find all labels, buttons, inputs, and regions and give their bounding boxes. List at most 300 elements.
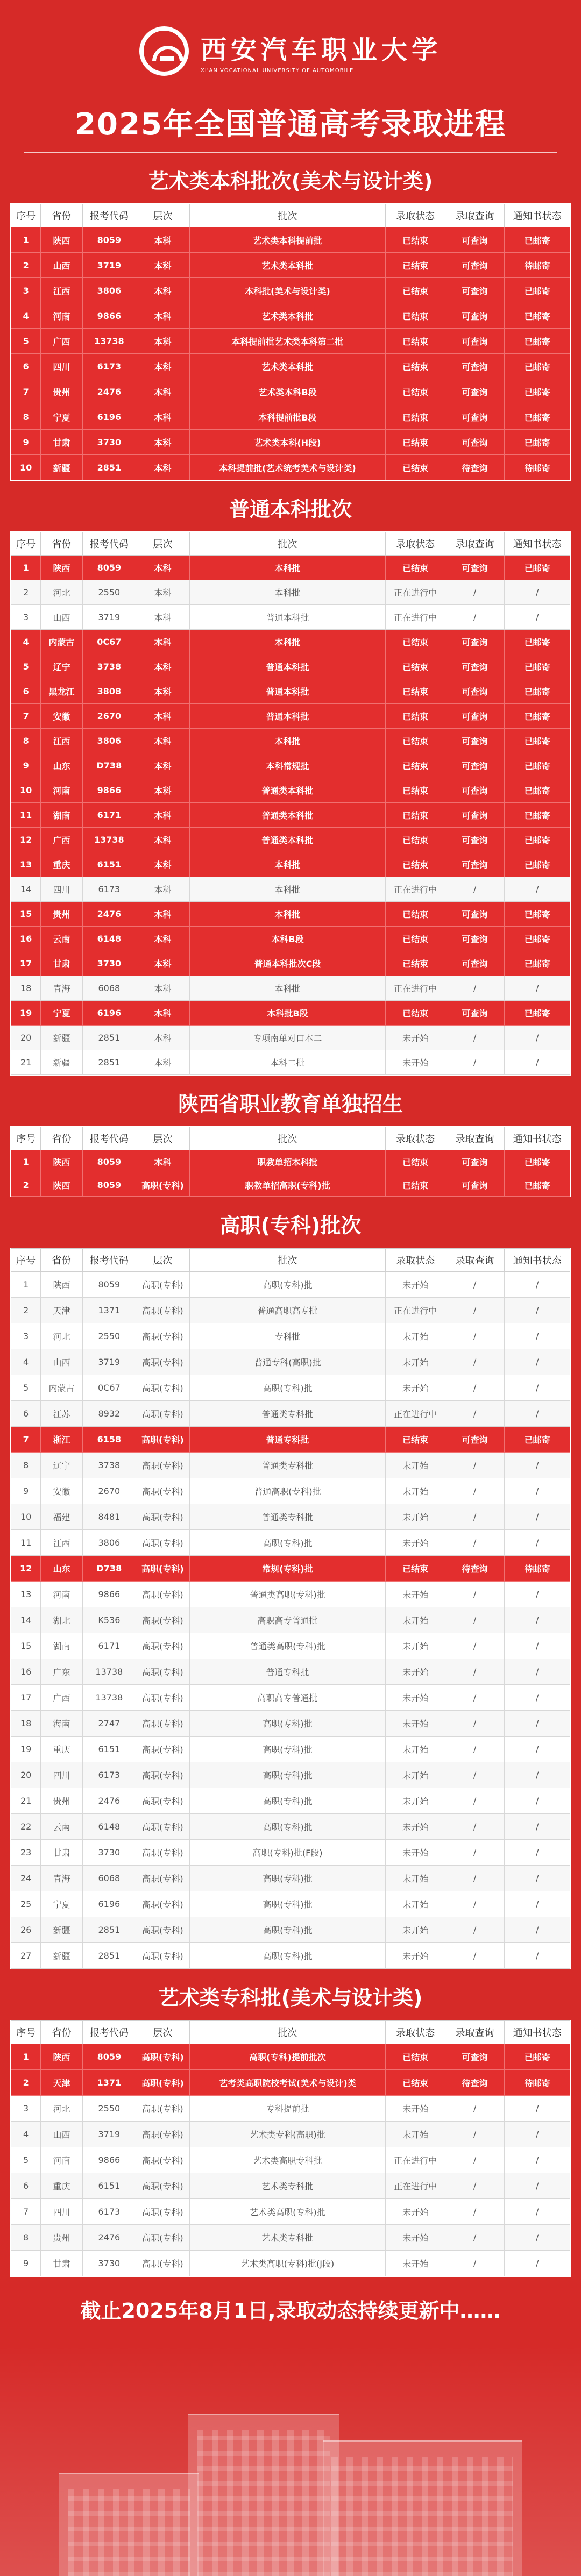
- province-cell: 陕西: [41, 227, 82, 253]
- query-status-cell[interactable]: 可查询: [445, 2044, 505, 2070]
- province-cell: 河南: [41, 303, 82, 329]
- row-number: 4: [11, 1349, 41, 1375]
- column-header: 录取查询: [445, 2021, 505, 2044]
- admission-status-cell: 正在进行中: [386, 976, 445, 1001]
- table-row: [11, 1788, 570, 1814]
- exam-code-cell: 6173: [82, 2199, 136, 2225]
- province-cell: 四川: [41, 2199, 82, 2225]
- level-cell: 本科: [136, 828, 189, 852]
- table-row: [11, 1685, 570, 1711]
- batch-cell: 职教单招本科批: [189, 1150, 386, 1173]
- province-cell: 陕西: [41, 1150, 82, 1173]
- province-cell: 海南: [41, 1711, 82, 1737]
- query-status-cell[interactable]: 可查询: [445, 803, 505, 828]
- province-cell: 甘肃: [41, 2251, 82, 2276]
- admission-status-cell: 未开始: [386, 2225, 445, 2251]
- query-status-cell[interactable]: 可查询: [445, 778, 505, 803]
- table-row: [11, 1737, 570, 1762]
- table-row: [11, 2147, 570, 2173]
- table-row: [11, 1943, 570, 1969]
- province-cell: 河北: [41, 580, 82, 605]
- query-status-cell[interactable]: 可查询: [445, 729, 505, 753]
- notice-status-cell: 待邮寄: [505, 455, 570, 480]
- level-cell: 本科: [136, 630, 189, 654]
- query-status-cell[interactable]: 可查询: [445, 902, 505, 927]
- batch-cell: 高职(专科)提前批次: [189, 2044, 386, 2070]
- notice-status-cell: 已邮寄: [505, 729, 570, 753]
- query-status-cell: /: [445, 1891, 505, 1917]
- notice-status-cell: 已邮寄: [505, 278, 570, 303]
- exam-code-cell: D738: [82, 1556, 136, 1582]
- notice-status-cell: /: [505, 1685, 570, 1711]
- admission-status-cell: 未开始: [386, 1375, 445, 1401]
- footer-note: 截止2025年8月1日,录取动态持续更新中……: [80, 2299, 501, 2323]
- admission-status-cell: 已结束: [386, 329, 445, 354]
- admission-status-cell: 正在进行中: [386, 1401, 445, 1427]
- notice-status-cell: /: [505, 1607, 570, 1633]
- level-cell: 本科: [136, 902, 189, 927]
- notice-status-cell: 已邮寄: [505, 1173, 570, 1197]
- exam-code-cell: D738: [82, 753, 136, 778]
- column-header: 层次: [136, 204, 189, 227]
- exam-code-cell: 13738: [82, 828, 136, 852]
- admission-status-cell: 已结束: [386, 354, 445, 379]
- query-status-cell[interactable]: 可查询: [445, 1173, 505, 1197]
- admission-status-cell: 已结束: [386, 654, 445, 679]
- query-status-cell: 待查询: [445, 455, 505, 480]
- table-row: [11, 303, 570, 329]
- exam-code-cell: 9866: [82, 2147, 136, 2173]
- province-cell: 河南: [41, 1582, 82, 1607]
- exam-code-cell: K536: [82, 1607, 136, 1633]
- admission-status-cell: 未开始: [386, 1453, 445, 1478]
- province-cell: 湖南: [41, 1633, 82, 1659]
- query-status-cell[interactable]: 可查询: [445, 1427, 505, 1453]
- province-cell: 云南: [41, 1814, 82, 1840]
- table-row: [11, 1173, 570, 1197]
- table-row: [11, 430, 570, 455]
- notice-status-cell: 已邮寄: [505, 704, 570, 729]
- column-header: 录取查询: [445, 204, 505, 227]
- query-status-cell[interactable]: 可查询: [445, 303, 505, 329]
- level-cell: 高职(专科): [136, 1298, 189, 1323]
- notice-status-cell: 待邮寄: [505, 2070, 570, 2096]
- notice-status-cell: 已邮寄: [505, 951, 570, 976]
- province-cell: 甘肃: [41, 430, 82, 455]
- table-row: [11, 227, 570, 253]
- exam-code-cell: 6173: [82, 877, 136, 902]
- table-row: [11, 1530, 570, 1556]
- row-number: 10: [11, 1504, 41, 1530]
- column-header: 报考代码: [82, 1249, 136, 1272]
- query-status-cell[interactable]: 可查询: [445, 1001, 505, 1026]
- level-cell: 本科: [136, 278, 189, 303]
- query-status-cell[interactable]: 可查询: [445, 951, 505, 976]
- column-header: 批次: [189, 1127, 386, 1150]
- row-number: 3: [11, 1323, 41, 1349]
- admission-status-cell: 未开始: [386, 1530, 445, 1556]
- province-cell: 广西: [41, 828, 82, 852]
- query-status-cell: /: [445, 2199, 505, 2225]
- table-row: [11, 1272, 570, 1298]
- exam-code-cell: 8059: [82, 2044, 136, 2070]
- exam-code-cell: 8059: [82, 227, 136, 253]
- notice-status-cell: 已邮寄: [505, 1001, 570, 1026]
- row-number: 20: [11, 1762, 41, 1788]
- table-row: [11, 2096, 570, 2122]
- exam-code-cell: 6148: [82, 1814, 136, 1840]
- notice-status-cell: 已邮寄: [505, 329, 570, 354]
- table-row: [11, 580, 570, 605]
- notice-status-cell: /: [505, 1788, 570, 1814]
- column-header: 序号: [11, 1127, 41, 1150]
- query-status-cell: /: [445, 580, 505, 605]
- province-cell: 陕西: [41, 1272, 82, 1298]
- batch-cell: 高职高专普通批: [189, 1685, 386, 1711]
- table-row: [11, 1150, 570, 1173]
- query-status-cell: /: [445, 2225, 505, 2251]
- row-number: 8: [11, 2225, 41, 2251]
- column-header: 通知书状态: [505, 532, 570, 556]
- exam-code-cell: 2851: [82, 1943, 136, 1969]
- province-cell: 山西: [41, 253, 82, 278]
- batch-cell: 高职(专科)批: [189, 1272, 386, 1298]
- admission-status-cell: 未开始: [386, 2122, 445, 2147]
- table-row: [11, 2173, 570, 2199]
- admission-status-cell: 未开始: [386, 1737, 445, 1762]
- query-status-cell[interactable]: 可查询: [445, 753, 505, 778]
- school-logo-text: [201, 29, 442, 74]
- batch-cell: 本科提前批(艺术统考美术与设计类): [189, 455, 386, 480]
- query-status-cell[interactable]: 可查询: [445, 354, 505, 379]
- admission-status-cell: 未开始: [386, 1026, 445, 1050]
- province-cell: 青海: [41, 1866, 82, 1891]
- row-number: 6: [11, 679, 41, 704]
- query-status-cell[interactable]: 可查询: [445, 379, 505, 404]
- exam-code-cell: 2747: [82, 1711, 136, 1737]
- notice-status-cell: /: [505, 1323, 570, 1349]
- batch-cell: 常规(专科)批: [189, 1556, 386, 1582]
- column-header: 录取状态: [386, 1127, 445, 1150]
- batch-cell: 高职(专科)批: [189, 1375, 386, 1401]
- query-status-cell[interactable]: 可查询: [445, 927, 505, 951]
- exam-code-cell: 6151: [82, 1737, 136, 1762]
- table-row: [11, 927, 570, 951]
- row-number: 2: [11, 1298, 41, 1323]
- notice-status-cell: /: [505, 1814, 570, 1840]
- exam-code-cell: 6151: [82, 2173, 136, 2199]
- column-header: 录取状态: [386, 1249, 445, 1272]
- batch-cell: 普通本科批: [189, 679, 386, 704]
- batch-cell: 高职(专科)批: [189, 1711, 386, 1737]
- admission-status-cell: 已结束: [386, 303, 445, 329]
- row-number: 10: [11, 455, 41, 480]
- table-row: [11, 354, 570, 379]
- batch-cell: 普通高职高专批: [189, 1298, 386, 1323]
- row-number: 21: [11, 1050, 41, 1075]
- admission-status-cell: 未开始: [386, 1866, 445, 1891]
- province-cell: 云南: [41, 927, 82, 951]
- exam-code-cell: 3738: [82, 654, 136, 679]
- query-status-cell[interactable]: 可查询: [445, 1150, 505, 1173]
- row-number: 21: [11, 1788, 41, 1814]
- row-number: 15: [11, 902, 41, 927]
- query-status-cell: /: [445, 1401, 505, 1427]
- exam-code-cell: 0C67: [82, 630, 136, 654]
- admission-status-cell: 已结束: [386, 630, 445, 654]
- batch-cell: 专科提前批: [189, 2096, 386, 2122]
- notice-status-cell: 已邮寄: [505, 556, 570, 580]
- level-cell: 高职(专科): [136, 1607, 189, 1633]
- table-row: [11, 2199, 570, 2225]
- query-status-cell[interactable]: 可查询: [445, 828, 505, 852]
- column-header: 序号: [11, 204, 41, 227]
- row-number: 5: [11, 329, 41, 354]
- province-cell: 四川: [41, 1762, 82, 1788]
- table-row: [11, 1504, 570, 1530]
- table-row: [11, 1633, 570, 1659]
- row-number: 10: [11, 778, 41, 803]
- admission-table: [10, 1126, 571, 1197]
- building-block: [323, 2440, 522, 2576]
- level-cell: 高职(专科): [136, 2122, 189, 2147]
- admission-table-grid: [11, 532, 570, 1075]
- admission-status-cell: 已结束: [386, 927, 445, 951]
- batch-cell: 艺术类本科批: [189, 253, 386, 278]
- exam-code-cell: 2851: [82, 1026, 136, 1050]
- table-row: [11, 2070, 570, 2096]
- query-status-cell[interactable]: 可查询: [445, 679, 505, 704]
- table-row: [11, 1582, 570, 1607]
- exam-code-cell: 1371: [82, 1298, 136, 1323]
- admission-status-cell: 已结束: [386, 1556, 445, 1582]
- table-row: [11, 753, 570, 778]
- table-row: [11, 1001, 570, 1026]
- admission-status-cell: 正在进行中: [386, 877, 445, 902]
- notice-status-cell: /: [505, 1943, 570, 1969]
- query-status-cell[interactable]: 可查询: [445, 630, 505, 654]
- exam-code-cell: 6148: [82, 927, 136, 951]
- row-number: 23: [11, 1840, 41, 1866]
- column-header: 序号: [11, 1249, 41, 1272]
- batch-cell: 艺术类专科批: [189, 2173, 386, 2199]
- query-status-cell: /: [445, 1050, 505, 1075]
- province-cell: 江西: [41, 729, 82, 753]
- row-number: 5: [11, 654, 41, 679]
- query-status-cell[interactable]: 可查询: [445, 556, 505, 580]
- batch-cell: 普通专科批: [189, 1427, 386, 1453]
- exam-code-cell: 2476: [82, 379, 136, 404]
- level-cell: 本科: [136, 227, 189, 253]
- batch-cell: 艺术类本科批: [189, 354, 386, 379]
- column-header: 批次: [189, 2021, 386, 2044]
- query-status-cell: /: [445, 1840, 505, 1866]
- batch-cell: 普通高职(专科)批: [189, 1478, 386, 1504]
- level-cell: 本科: [136, 1050, 189, 1075]
- province-cell: 湖南: [41, 803, 82, 828]
- column-header: 层次: [136, 1127, 189, 1150]
- query-status-cell[interactable]: 可查询: [445, 278, 505, 303]
- exam-code-cell: 3719: [82, 253, 136, 278]
- table-row: [11, 1659, 570, 1685]
- level-cell: 高职(专科): [136, 2096, 189, 2122]
- batch-cell: 普通本科批: [189, 704, 386, 729]
- query-status-cell: /: [445, 1026, 505, 1050]
- level-cell: 高职(专科): [136, 2044, 189, 2070]
- notice-status-cell: 已邮寄: [505, 2044, 570, 2070]
- admission-status-cell: 未开始: [386, 1943, 445, 1969]
- province-cell: 河南: [41, 778, 82, 803]
- province-cell: 内蒙古: [41, 630, 82, 654]
- notice-status-cell: 已邮寄: [505, 404, 570, 430]
- province-cell: 陕西: [41, 556, 82, 580]
- query-status-cell: /: [445, 1943, 505, 1969]
- batch-cell: 高职(专科)批: [189, 1530, 386, 1556]
- batch-cell: 普通类本科批: [189, 778, 386, 803]
- admission-status-cell: 已结束: [386, 753, 445, 778]
- column-header: 报考代码: [82, 1127, 136, 1150]
- title-divider: [24, 152, 557, 153]
- row-number: 5: [11, 2147, 41, 2173]
- admission-status-cell: 未开始: [386, 1762, 445, 1788]
- table-row: [11, 951, 570, 976]
- admission-status-cell: 未开始: [386, 1917, 445, 1943]
- admission-status-cell: 正在进行中: [386, 605, 445, 630]
- province-cell: 内蒙古: [41, 1375, 82, 1401]
- batch-cell: 高职(专科)批: [189, 1943, 386, 1969]
- admission-status-cell: 正在进行中: [386, 1298, 445, 1323]
- school-logo-icon: [139, 26, 189, 76]
- query-status-cell: /: [445, 2251, 505, 2276]
- column-header: 序号: [11, 2021, 41, 2044]
- level-cell: 本科: [136, 1150, 189, 1173]
- notice-status-cell: /: [505, 1349, 570, 1375]
- query-status-cell: /: [445, 1375, 505, 1401]
- province-cell: 青海: [41, 976, 82, 1001]
- province-cell: 广西: [41, 329, 82, 354]
- building-block: [59, 2473, 199, 2576]
- admission-status-cell: 未开始: [386, 1659, 445, 1685]
- query-status-cell[interactable]: 可查询: [445, 654, 505, 679]
- notice-status-cell: 已邮寄: [505, 1150, 570, 1173]
- admission-status-cell: 未开始: [386, 1504, 445, 1530]
- admission-status-cell: 已结束: [386, 778, 445, 803]
- admission-status-cell: 已结束: [386, 803, 445, 828]
- notice-status-cell: /: [505, 1891, 570, 1917]
- table-row: [11, 2122, 570, 2147]
- admission-table: [10, 203, 571, 481]
- notice-status-cell: /: [505, 1272, 570, 1298]
- column-header: 录取状态: [386, 204, 445, 227]
- row-number: 1: [11, 1272, 41, 1298]
- query-status-cell[interactable]: 可查询: [445, 227, 505, 253]
- row-number: 3: [11, 2096, 41, 2122]
- query-status-cell: /: [445, 1659, 505, 1685]
- query-status-cell: /: [445, 1607, 505, 1633]
- batch-cell: 普通本科批次C段: [189, 951, 386, 976]
- query-status-cell: /: [445, 1685, 505, 1711]
- batch-cell: 艺术类本科(H段): [189, 430, 386, 455]
- table-row: [11, 455, 570, 480]
- province-cell: 黑龙江: [41, 679, 82, 704]
- table-row: [11, 1556, 570, 1582]
- section-title: 普通本科批次: [229, 497, 352, 521]
- query-status-cell[interactable]: 可查询: [445, 852, 505, 877]
- table-row: [11, 803, 570, 828]
- query-status-cell: /: [445, 1633, 505, 1659]
- level-cell: 高职(专科): [136, 1685, 189, 1711]
- column-header: 通知书状态: [505, 1249, 570, 1272]
- query-status-cell[interactable]: 可查询: [445, 329, 505, 354]
- admission-status-cell: 已结束: [386, 902, 445, 927]
- level-cell: 本科: [136, 303, 189, 329]
- batch-cell: 专科批: [189, 1323, 386, 1349]
- notice-status-cell: /: [505, 580, 570, 605]
- level-cell: 高职(专科): [136, 1427, 189, 1453]
- column-header: 通知书状态: [505, 2021, 570, 2044]
- province-cell: 山西: [41, 2122, 82, 2147]
- column-header: 批次: [189, 1249, 386, 1272]
- batch-cell: 普通类高职(专科)批: [189, 1582, 386, 1607]
- level-cell: 本科: [136, 753, 189, 778]
- query-status-cell[interactable]: 可查询: [445, 704, 505, 729]
- admission-status-cell: 已结束: [386, 2070, 445, 2096]
- notice-status-cell: 已邮寄: [505, 828, 570, 852]
- notice-status-cell: 已邮寄: [505, 430, 570, 455]
- notice-status-cell: 已邮寄: [505, 927, 570, 951]
- row-number: 9: [11, 2251, 41, 2276]
- exam-code-cell: 8932: [82, 1401, 136, 1427]
- table-header-row: [11, 1249, 570, 1272]
- column-header: 省份: [41, 1249, 82, 1272]
- query-status-cell[interactable]: 可查询: [445, 404, 505, 430]
- province-cell: 陕西: [41, 2044, 82, 2070]
- level-cell: 本科: [136, 430, 189, 455]
- province-cell: 新疆: [41, 1943, 82, 1969]
- level-cell: 本科: [136, 605, 189, 630]
- admission-status-cell: 已结束: [386, 1173, 445, 1197]
- admission-status-cell: 已结束: [386, 1150, 445, 1173]
- query-status-cell[interactable]: 可查询: [445, 430, 505, 455]
- admission-status-cell: 未开始: [386, 1711, 445, 1737]
- row-number: 5: [11, 1375, 41, 1401]
- table-row: [11, 1711, 570, 1737]
- admission-status-cell: 已结束: [386, 430, 445, 455]
- batch-cell: 本科批: [189, 976, 386, 1001]
- query-status-cell: /: [445, 605, 505, 630]
- level-cell: 本科: [136, 803, 189, 828]
- query-status-cell[interactable]: 可查询: [445, 253, 505, 278]
- province-cell: 江西: [41, 1530, 82, 1556]
- exam-code-cell: 6173: [82, 354, 136, 379]
- admission-status-cell: 已结束: [386, 704, 445, 729]
- batch-cell: 艺术类本科提前批: [189, 227, 386, 253]
- province-cell: 贵州: [41, 379, 82, 404]
- row-number: 4: [11, 2122, 41, 2147]
- table-row: [11, 1814, 570, 1840]
- level-cell: 高职(专科): [136, 1504, 189, 1530]
- admission-status-cell: 已结束: [386, 1001, 445, 1026]
- batch-cell: 高职(专科)批: [189, 1737, 386, 1762]
- exam-code-cell: 3806: [82, 278, 136, 303]
- query-status-cell: /: [445, 976, 505, 1001]
- admission-status-cell: 已结束: [386, 455, 445, 480]
- table-row: [11, 679, 570, 704]
- batch-cell: 本科批: [189, 852, 386, 877]
- query-status-cell: /: [445, 1349, 505, 1375]
- notice-status-cell: /: [505, 1917, 570, 1943]
- table-row: [11, 877, 570, 902]
